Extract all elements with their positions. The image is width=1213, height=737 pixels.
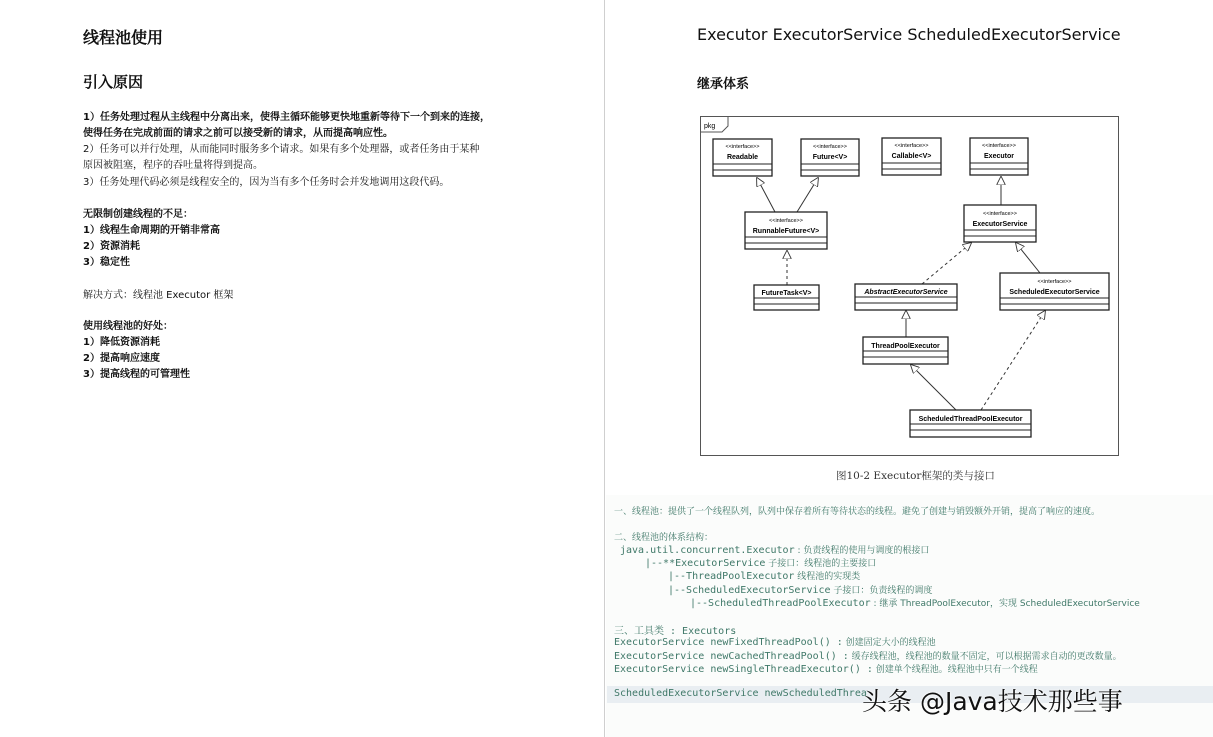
class-runnable-future — [745, 212, 827, 249]
note-line: 二、线程池的体系结构： — [614, 533, 714, 543]
benefit-item: 2）提高响应速度 — [83, 353, 160, 364]
solution-text: 解决方式：线程池 Executor 框架 — [83, 290, 234, 301]
class-thread-pool-executor — [863, 337, 948, 364]
reason-line: 使得任务在完成前面的请求之前可以接受新的请求，从而提高响应性。 — [83, 128, 393, 139]
svg-text:AbstractExecutorService: AbstractExecutorService — [864, 289, 948, 296]
section-heading: 引入原因 — [83, 73, 144, 91]
tree-line: |--ScheduledExecutorService 子接口：负责线程的调度 — [668, 585, 933, 596]
svg-text:RunnableFuture<V>: RunnableFuture<V> — [752, 228, 820, 235]
svg-text:<<interface>>: <<interface>> — [813, 144, 847, 150]
svg-text:<<interface>>: <<interface>> — [1037, 279, 1072, 285]
shortcoming-item: 3）稳定性 — [83, 257, 130, 268]
class-abstract-executor-service — [855, 284, 957, 310]
svg-text:<<interface>>: <<interface>> — [725, 144, 760, 150]
benefits-title: 使用线程池的好处： — [83, 321, 173, 332]
svg-text:Future<V>: Future<V> — [812, 154, 848, 161]
class-executor-service — [964, 205, 1036, 242]
svg-text:<<interface>>: <<interface>> — [894, 143, 929, 149]
class-readable — [713, 139, 772, 176]
svg-text:<<interface>>: <<interface>> — [769, 218, 803, 224]
note-line: 一、线程池：提供了一个线程队列，队列中保存着所有等待状态的线程。避免了创建与销毁额外开销，提高了响应的速度。 — [614, 507, 1101, 517]
shortcoming-item: 1）线程生命周期的开销非常高 — [83, 225, 220, 236]
benefit-item: 3）提高线程的可管理性 — [83, 369, 190, 380]
reason-line: 3）任务处理代码必须是线程安全的，因为当有多个任务时会并发地调用这段代码。 — [83, 177, 450, 188]
svg-text:Callable<V>: Callable<V> — [891, 153, 932, 160]
benefit-item: 1）降低资源消耗 — [83, 337, 160, 348]
svg-text:Readable: Readable — [726, 154, 759, 161]
class-scheduled-thread-pool-executor — [910, 410, 1031, 437]
shortcoming-item: 2）资源消耗 — [83, 241, 140, 252]
method-line: ExecutorService newSingleThreadExecutor() : 创建单个线程池。线程池中只有一个线程 — [614, 664, 1038, 675]
svg-text:ScheduledThreadPoolExecutor: ScheduledThreadPoolExecutor — [918, 416, 1023, 423]
svg-text:<<interface>>: <<interface>> — [982, 143, 1016, 149]
right-title: Executor ExecutorService ScheduledExecutorService — [697, 25, 1121, 44]
diagram-caption: 图10-2 Executor框架的类与接口 — [836, 470, 995, 482]
shortcomings-title: 无限制创建线程的不足： — [83, 209, 193, 220]
tree-line: java.util.concurrent.Executor : 负责线程的使用与调度的根接口 — [620, 545, 930, 556]
class-callable — [882, 138, 941, 175]
svg-text:ScheduledExecutorService: ScheduledExecutorService — [1009, 289, 1100, 296]
watermark: 头条 @Java技术那些事 — [862, 687, 1123, 716]
reason-line: 1）任务处理过程从主线程中分离出来，使得主循环能够更快地重新等待下一个到来的连接， — [83, 112, 490, 123]
svg-text:<<interface>>: <<interface>> — [983, 211, 1017, 217]
method-line: ExecutorService newFixedThreadPool() : 创建固定大小的线程池 — [614, 637, 936, 648]
page-title: 线程池使用 — [83, 28, 164, 47]
method-line: ScheduledExecutorService newScheduledThrea — [614, 688, 867, 699]
class-future-task — [754, 285, 819, 310]
class-scheduled-executor-service — [1000, 273, 1109, 310]
pkg-label: pkg — [704, 123, 716, 130]
svg-text:ExecutorService: ExecutorService — [972, 221, 1028, 228]
reason-line: 原因被阻塞，程序的吞吐量将得到提高。 — [83, 160, 263, 171]
tree-line: |--**ExecutorService 子接口：线程池的主要接口 — [645, 558, 877, 569]
class-executor — [970, 138, 1028, 175]
svg-text:FutureTask<V>: FutureTask<V> — [761, 290, 812, 297]
class-future — [801, 139, 859, 176]
svg-text:ThreadPoolExecutor: ThreadPoolExecutor — [871, 343, 940, 350]
tree-line: |--ThreadPoolExecutor 线程池的实现类 — [668, 571, 861, 582]
note-line: 三、工具类 : Executors — [614, 626, 737, 637]
right-section-heading: 继承体系 — [697, 77, 750, 92]
tree-line: |--ScheduledThreadPoolExecutor : 继承 ThreadPoolExecutor，实现 ScheduledExecutorService — [690, 598, 1140, 609]
method-line: ExecutorService newCachedThreadPool() : 缓存线程池，线程池的数量不固定，可以根据需求自动的更改数量。 — [614, 651, 1122, 662]
reason-line: 2）任务可以并行处理，从而能同时服务多个请求。如果有多个处理器，或者任务由于某种 — [83, 144, 480, 155]
svg-text:Executor: Executor — [984, 153, 1014, 160]
